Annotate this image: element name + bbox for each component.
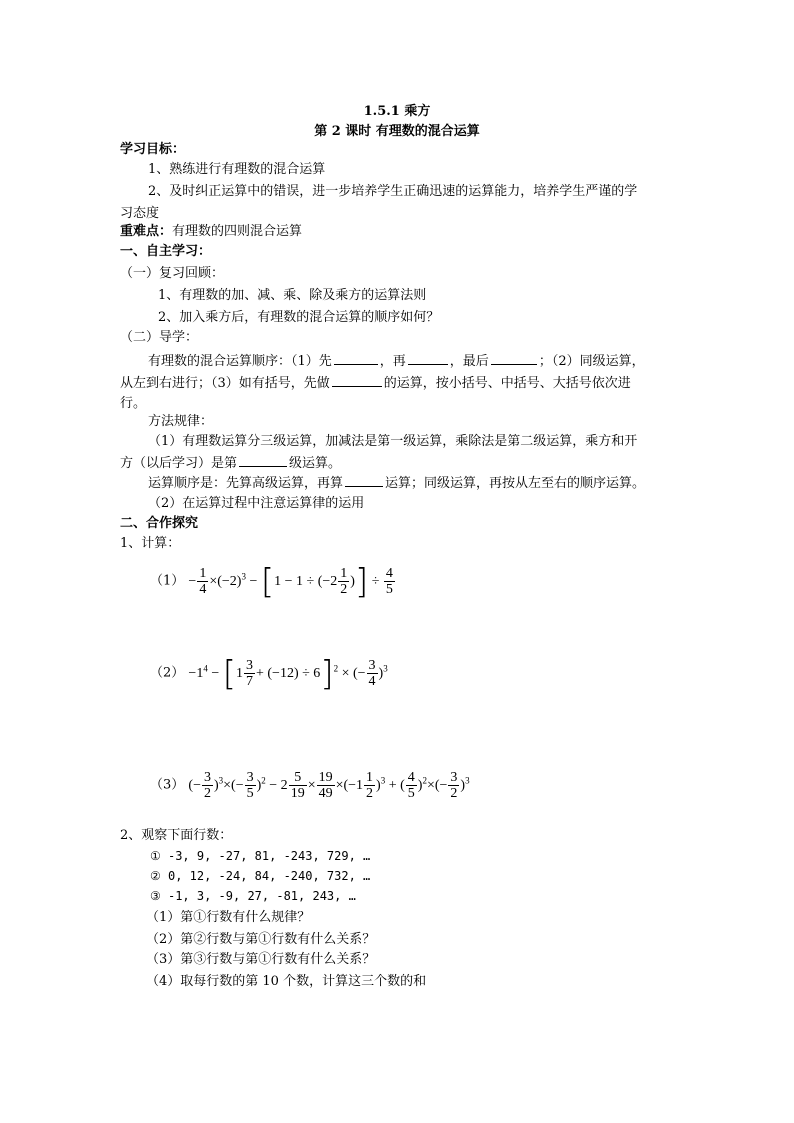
order-text-1: 有理数的混合运算顺序：（1）先 [148, 354, 332, 369]
sequence-text-2: 运算；同级运算，再按从左至右的顺序运算。 [385, 476, 646, 491]
fill-blank-4[interactable] [332, 372, 382, 387]
difficulty-label: 重难点： [120, 224, 173, 239]
order-line-1 [148, 350, 645, 372]
expression-3-label: （3） [150, 777, 185, 793]
method-2: （2）在运算过程中注意运算律的运用 [148, 496, 365, 511]
expression-1-label: （1） [150, 573, 185, 589]
method-1-line2 [120, 452, 341, 474]
review-item-1: 1、有理数的加、减、乘、除及乘方的运算法则 [158, 288, 427, 303]
order-text-2: ，再 [379, 354, 406, 369]
order-text-4: ；（2）同级运算， [538, 354, 645, 369]
order-line-3: 行。 [120, 396, 147, 411]
review-item-2: 2、加入乘方后，有理数的混合运算的顺序如何？ [158, 310, 440, 325]
lesson-subtitle: 第 2 课时 有理数的混合运算 [314, 124, 480, 139]
question-2-heading: 2、观察下面行数： [120, 828, 233, 843]
method-text-1: 方（以后学习）是第 [120, 456, 238, 471]
order-text-3: ，最后 [449, 354, 489, 369]
fill-blank-5[interactable] [239, 452, 287, 467]
fill-blank-6[interactable] [345, 472, 383, 487]
order-text-6: 的运算，按小括号、中括号、大括号依次进 [383, 376, 631, 391]
self-study-heading: 一、自主学习： [120, 244, 212, 259]
method-1-line1: （1）有理数运算分三级运算，加减法是第一级运算，乘除法是第二级运算，乘方和开 [148, 434, 638, 449]
sequence-text-1: 运算顺序是：先算高级运算，再算 [148, 476, 344, 491]
goals-heading: 学习目标： [120, 142, 186, 157]
fill-blank-1[interactable] [334, 350, 378, 365]
sub-question-2: （2）第②行数与第①行数有什么关系？ [146, 932, 376, 947]
sub-question-4: （4）取每行数的第 10 个数，计算这三个数的和 [146, 974, 427, 989]
guide-heading: （二）导学： [120, 330, 199, 345]
sub-question-1: （1）第①行数有什么规律？ [146, 910, 311, 925]
goal-item-2-line1: 2、及时纠正运算中的错误，进一步培养学生正确迅速的运算能力，培养学生严谨的学 [148, 184, 638, 199]
expression-1 [150, 558, 396, 600]
fill-blank-2[interactable] [408, 350, 448, 365]
expression-1-formula: − $\frac{1}{4}$ $\times(-2)^3 - [1 - 1 \div (-2$ $\frac{1}{2}$ )] ÷ $\frac{4}{5}$ [188, 561, 393, 602]
difficulty-line [120, 222, 302, 242]
expression-2 [150, 650, 388, 692]
expression-3-formula: (− $\frac{3}{2}$ )$^3$×(− $\frac{3}{5}$ )$^2$ − 2 $\frac{5}{19}$ × $\frac{19}{49}$ ×(−1 $\frac{1}{2}$ )$^3$ + ( $\frac{4}{5}$ )$^2$×(− $\frac{3}{2}$ )$^3$ [188, 769, 470, 801]
expression-3 [150, 762, 470, 804]
goal-item-2-line2: 习态度 [120, 206, 160, 221]
method-heading: 方法规律： [148, 414, 214, 429]
coop-heading: 二、合作探究 [120, 516, 199, 531]
difficulty-text: 有理数的四则混合运算 [172, 224, 303, 239]
sub-question-3: （3）第③行数与第①行数有什么关系？ [146, 952, 376, 967]
fill-blank-3[interactable] [491, 350, 537, 365]
review-heading: （一）复习回顾： [120, 266, 225, 281]
lesson-title: 1.5.1 乘方 [363, 104, 431, 119]
question-1-heading: 1、计算： [120, 536, 181, 551]
goal-item-1: 1、熟练进行有理数的混合运算 [148, 162, 326, 177]
order-line-2 [120, 372, 631, 394]
sequence-line [148, 472, 645, 494]
expression-2-label: （2） [150, 665, 185, 681]
method-text-2: 级运算。 [289, 456, 342, 471]
sequence-row-1: ① -3, 9, -27, 81, -243, 729, … [150, 849, 371, 863]
expression-2-formula: $-1^4 - [1$ $\frac{3}{7}$ + (−12) ÷ 6]$^2$ × (− $\frac{3}{4}$ )$^3$ [188, 653, 388, 694]
order-text-5: 从左到右进行；（3）如有括号，先做 [120, 376, 330, 391]
sequence-row-2: ② 0, 12, -24, 84, -240, 732, … [150, 869, 371, 883]
sequence-row-3: ③ -1, 3, -9, 27, -81, 243, … [150, 889, 356, 903]
